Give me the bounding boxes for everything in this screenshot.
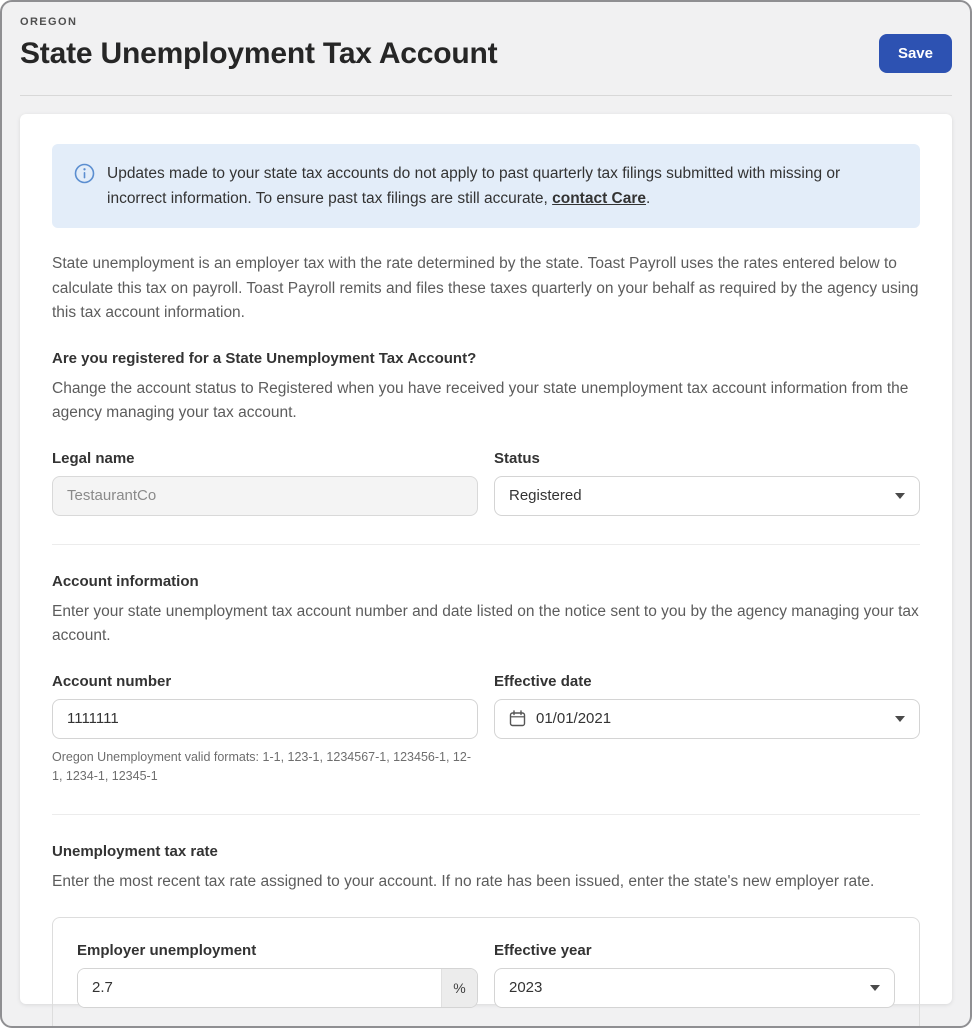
breadcrumb-state: OREGON [20, 16, 78, 28]
employer-unemployment-input[interactable] [78, 969, 441, 1007]
status-select[interactable] [494, 476, 920, 516]
account-number-helper-text: Oregon Unemployment valid formats: 1-1, 123-1, 1234567-1, 123456-1, 12-1, 1234-1, 12345-1 [52, 749, 471, 783]
account-information-fields [52, 673, 920, 787]
section-divider [52, 814, 920, 815]
status-field-group [494, 450, 920, 516]
banner-text-after: . [646, 190, 651, 208]
registration-description: Change the account status to Registered when you have received your state unemployment tax account information from the agency managing your tax account. [52, 379, 909, 422]
effective-date-select[interactable] [494, 699, 920, 739]
registration-question: Are you registered for a State Unemployment Tax Account? [52, 349, 477, 367]
effective-year-label: Effective year [494, 941, 592, 959]
legal-name-field-group [52, 450, 478, 516]
legal-name-input [52, 476, 478, 516]
save-button[interactable]: Save [879, 34, 952, 73]
account-information-heading: Account information [52, 572, 199, 590]
tax-rate-heading: Unemployment tax rate [52, 843, 218, 861]
effective-year-field-group [494, 942, 895, 1008]
account-number-input[interactable] [52, 699, 478, 739]
registration-fields [52, 450, 920, 516]
effective-date-field-group [494, 673, 920, 739]
info-banner [52, 144, 920, 228]
calendar-icon [509, 710, 526, 727]
status-selected-value: Registered [509, 487, 582, 505]
intro-paragraph: State unemployment is an employer tax with the rate determined by the state. Toast Payroll uses the rates entered below to calculate this tax on payroll. Toast Payroll remits and files these taxes quarterly on your behalf as required by the agency using this tax account information. [52, 255, 919, 322]
employer-unemployment-field-group [77, 942, 478, 1008]
page-title: State Unemployment Tax Account [20, 36, 498, 70]
banner-text [107, 161, 898, 211]
chevron-down-icon [870, 985, 880, 991]
status-label: Status [494, 449, 540, 467]
page-header [2, 2, 970, 96]
account-information-description: Enter your state unemployment tax account number and date listed on the notice sent to you by the agency managing your tax account. [52, 602, 919, 645]
account-number-field-group [52, 673, 478, 787]
section-divider [52, 544, 920, 545]
contact-care-link[interactable]: contact Care [552, 190, 647, 208]
effective-date-selected-value: 01/01/2021 [536, 710, 612, 728]
account-number-label: Account number [52, 672, 172, 690]
effective-year-select[interactable] [494, 968, 895, 1008]
employer-unemployment-input-wrapper [77, 968, 478, 1008]
tax-rate-fields [77, 942, 895, 1008]
effective-date-label: Effective date [494, 672, 592, 690]
header-divider [20, 95, 952, 96]
tax-rate-description: Enter the most recent tax rate assigned to your account. If no rate has been issued, enter the state's new employer rate. [52, 873, 875, 891]
employer-unemployment-label: Employer unemployment [77, 941, 257, 959]
banner-text-before: Updates made to your state tax accounts do not apply to past quarterly tax filings submitted with missing or incorrect information. To ensure past tax filings are still accurate, [107, 165, 841, 208]
tax-rate-card [52, 917, 920, 1028]
chevron-down-icon [895, 493, 905, 499]
content-card [20, 114, 952, 1004]
legal-name-label: Legal name [52, 449, 135, 467]
chevron-down-icon [895, 716, 905, 722]
effective-year-selected-value: 2023 [509, 979, 543, 997]
percent-suffix: % [441, 969, 477, 1007]
info-icon [74, 163, 95, 184]
